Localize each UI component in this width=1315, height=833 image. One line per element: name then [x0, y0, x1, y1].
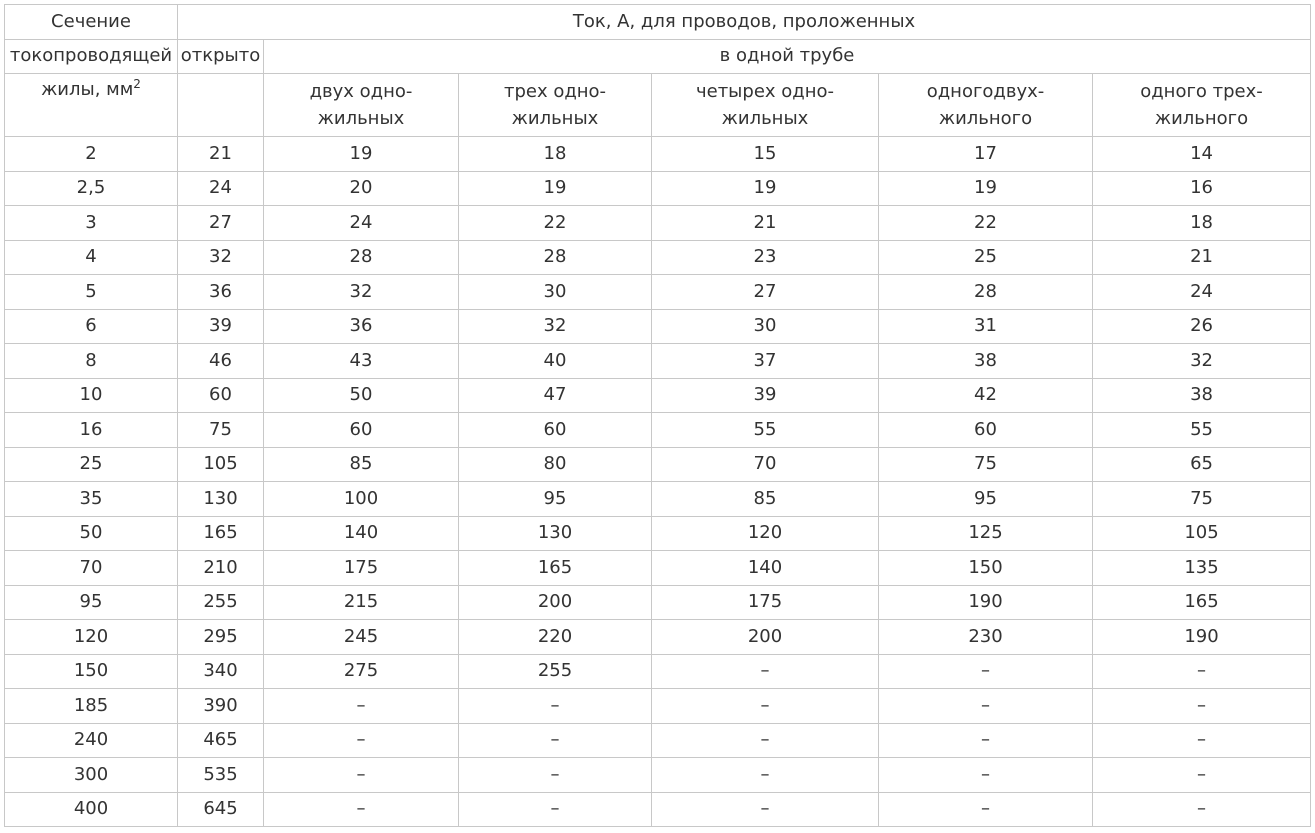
cell-open: 255 — [178, 585, 264, 620]
cell-one-three: 18 — [1093, 206, 1311, 241]
cell-section: 400 — [5, 792, 178, 827]
current-rating-table — [4, 4, 1311, 827]
cell-section: 2,5 — [5, 171, 178, 206]
cell-one-three: 105 — [1093, 516, 1311, 551]
cell-three-single: 80 — [459, 447, 652, 482]
cell-two-single: 175 — [264, 551, 459, 586]
cell-three-single: – — [459, 792, 652, 827]
cell-two-single: 20 — [264, 171, 459, 206]
cell-one-three: 24 — [1093, 275, 1311, 310]
table-row — [5, 620, 1311, 655]
header-current-title: Ток, А, для проводов, проложенных — [178, 5, 1311, 40]
header-open-empty — [178, 74, 264, 137]
header-sub-4-l1: одного трех- — [1140, 81, 1263, 102]
header-sub-one-two — [879, 74, 1093, 137]
cell-three-single: 165 — [459, 551, 652, 586]
cell-one-two: 17 — [879, 137, 1093, 172]
cell-two-single: 19 — [264, 137, 459, 172]
cell-one-three: – — [1093, 758, 1311, 793]
cell-one-three: – — [1093, 654, 1311, 689]
cell-three-single: 22 — [459, 206, 652, 241]
header-sub-2-l1: четырех одно- — [695, 81, 834, 102]
header-sub-one-three — [1093, 74, 1311, 137]
table-row — [5, 447, 1311, 482]
cell-open: 340 — [178, 654, 264, 689]
header-sub-1-l2: жильных — [511, 108, 599, 129]
cell-one-three: 75 — [1093, 482, 1311, 517]
header-section-line3-text: жилы, мм — [41, 79, 134, 100]
cell-section: 25 — [5, 447, 178, 482]
cell-one-two: 60 — [879, 413, 1093, 448]
cell-two-single: 140 — [264, 516, 459, 551]
cell-section: 8 — [5, 344, 178, 379]
table-row — [5, 344, 1311, 379]
cell-section: 95 — [5, 585, 178, 620]
cell-two-single: 215 — [264, 585, 459, 620]
header-sub-0-l2: жильных — [317, 108, 405, 129]
cell-section: 5 — [5, 275, 178, 310]
cell-four-single: 39 — [652, 378, 879, 413]
cell-four-single: 37 — [652, 344, 879, 379]
header-sub-three-single — [459, 74, 652, 137]
table-row — [5, 654, 1311, 689]
cell-two-single: 60 — [264, 413, 459, 448]
cell-one-two: 230 — [879, 620, 1093, 655]
cell-four-single: 120 — [652, 516, 879, 551]
cell-one-three: 165 — [1093, 585, 1311, 620]
header-section-line3 — [5, 74, 178, 137]
cell-open: 36 — [178, 275, 264, 310]
cell-three-single: – — [459, 689, 652, 724]
cell-one-three: 38 — [1093, 378, 1311, 413]
cell-one-two: 75 — [879, 447, 1093, 482]
cell-three-single: 47 — [459, 378, 652, 413]
cell-one-two: – — [879, 654, 1093, 689]
cell-section: 10 — [5, 378, 178, 413]
table-row — [5, 516, 1311, 551]
cell-two-single: 43 — [264, 344, 459, 379]
cell-section: 4 — [5, 240, 178, 275]
table-row — [5, 482, 1311, 517]
cell-four-single: 30 — [652, 309, 879, 344]
cell-section: 6 — [5, 309, 178, 344]
cell-three-single: 200 — [459, 585, 652, 620]
cell-one-two: 22 — [879, 206, 1093, 241]
header-row-2 — [5, 39, 1311, 74]
cell-one-three: 65 — [1093, 447, 1311, 482]
cell-open: 60 — [178, 378, 264, 413]
header-sub-3-l2: жильного — [938, 108, 1033, 129]
table-row — [5, 137, 1311, 172]
cell-two-single: – — [264, 792, 459, 827]
header-sub-4-l2: жильного — [1154, 108, 1249, 129]
cell-open: 165 — [178, 516, 264, 551]
cell-one-two: 190 — [879, 585, 1093, 620]
table-row — [5, 275, 1311, 310]
cell-section: 35 — [5, 482, 178, 517]
table-row — [5, 792, 1311, 827]
cell-four-single: 85 — [652, 482, 879, 517]
cell-section: 185 — [5, 689, 178, 724]
cell-open: 21 — [178, 137, 264, 172]
cell-section: 240 — [5, 723, 178, 758]
table-row — [5, 758, 1311, 793]
cell-two-single: 85 — [264, 447, 459, 482]
cell-three-single: 28 — [459, 240, 652, 275]
header-section-sup: 2 — [133, 77, 141, 91]
table-row — [5, 171, 1311, 206]
cell-open: 27 — [178, 206, 264, 241]
cell-two-single: – — [264, 689, 459, 724]
cell-three-single: – — [459, 758, 652, 793]
header-row-1 — [5, 5, 1311, 40]
cell-one-three: 26 — [1093, 309, 1311, 344]
cell-two-single: 50 — [264, 378, 459, 413]
cell-four-single: 27 — [652, 275, 879, 310]
cell-one-two: 28 — [879, 275, 1093, 310]
cell-one-two: 150 — [879, 551, 1093, 586]
cell-four-single: 55 — [652, 413, 879, 448]
cell-section: 300 — [5, 758, 178, 793]
cell-four-single: – — [652, 792, 879, 827]
cell-open: 535 — [178, 758, 264, 793]
cell-three-single: 30 — [459, 275, 652, 310]
header-sub-2-l2: жильных — [721, 108, 809, 129]
cell-open: 75 — [178, 413, 264, 448]
cell-three-single: 19 — [459, 171, 652, 206]
cell-section: 16 — [5, 413, 178, 448]
cell-one-two: 125 — [879, 516, 1093, 551]
cell-section: 3 — [5, 206, 178, 241]
cell-open: 24 — [178, 171, 264, 206]
cell-section: 150 — [5, 654, 178, 689]
cell-open: 210 — [178, 551, 264, 586]
cell-one-two: 25 — [879, 240, 1093, 275]
table-row — [5, 309, 1311, 344]
cell-one-three: – — [1093, 689, 1311, 724]
cell-one-three: 14 — [1093, 137, 1311, 172]
cell-four-single: 175 — [652, 585, 879, 620]
cell-three-single: 60 — [459, 413, 652, 448]
cell-three-single: 220 — [459, 620, 652, 655]
cell-four-single: 23 — [652, 240, 879, 275]
cell-one-three: 16 — [1093, 171, 1311, 206]
header-sub-0-l1: двух одно- — [309, 81, 413, 102]
cell-four-single: 200 — [652, 620, 879, 655]
cell-three-single: 95 — [459, 482, 652, 517]
cell-section: 70 — [5, 551, 178, 586]
cell-four-single: – — [652, 723, 879, 758]
cell-four-single: 15 — [652, 137, 879, 172]
cell-two-single: 28 — [264, 240, 459, 275]
header-sub-two-single — [264, 74, 459, 137]
table-row — [5, 551, 1311, 586]
table-row — [5, 206, 1311, 241]
cell-two-single: 100 — [264, 482, 459, 517]
table-container — [4, 4, 1311, 827]
header-sub-1-l1: трех одно- — [503, 81, 607, 102]
cell-one-two: – — [879, 758, 1093, 793]
cell-open: 130 — [178, 482, 264, 517]
cell-one-three: 32 — [1093, 344, 1311, 379]
header-open: открыто — [178, 39, 264, 74]
cell-three-single: 18 — [459, 137, 652, 172]
cell-section: 50 — [5, 516, 178, 551]
cell-one-two: – — [879, 723, 1093, 758]
cell-open: 295 — [178, 620, 264, 655]
header-section-line2: токопроводящей — [5, 39, 178, 74]
cell-three-single: 40 — [459, 344, 652, 379]
cell-one-three: 21 — [1093, 240, 1311, 275]
header-section-line1: Сечение — [5, 5, 178, 40]
cell-one-two: 38 — [879, 344, 1093, 379]
cell-four-single: 19 — [652, 171, 879, 206]
cell-four-single: – — [652, 654, 879, 689]
table-row — [5, 689, 1311, 724]
cell-open: 105 — [178, 447, 264, 482]
cell-open: 46 — [178, 344, 264, 379]
cell-open: 39 — [178, 309, 264, 344]
cell-one-two: 19 — [879, 171, 1093, 206]
cell-four-single: – — [652, 758, 879, 793]
cell-two-single: 24 — [264, 206, 459, 241]
cell-one-two: 31 — [879, 309, 1093, 344]
table-row — [5, 723, 1311, 758]
cell-three-single: – — [459, 723, 652, 758]
cell-four-single: 70 — [652, 447, 879, 482]
cell-one-three: – — [1093, 792, 1311, 827]
cell-two-single: 275 — [264, 654, 459, 689]
cell-two-single: – — [264, 723, 459, 758]
cell-two-single: 32 — [264, 275, 459, 310]
cell-two-single: 36 — [264, 309, 459, 344]
cell-four-single: 140 — [652, 551, 879, 586]
cell-one-two: – — [879, 689, 1093, 724]
cell-three-single: 130 — [459, 516, 652, 551]
cell-three-single: 255 — [459, 654, 652, 689]
cell-one-two: – — [879, 792, 1093, 827]
cell-one-three: 55 — [1093, 413, 1311, 448]
cell-one-three: 190 — [1093, 620, 1311, 655]
header-sub-four-single — [652, 74, 879, 137]
cell-two-single: – — [264, 758, 459, 793]
cell-four-single: 21 — [652, 206, 879, 241]
cell-section: 2 — [5, 137, 178, 172]
cell-open: 390 — [178, 689, 264, 724]
cell-open: 32 — [178, 240, 264, 275]
header-sub-3-l1: одногодвух- — [926, 81, 1045, 102]
cell-three-single: 32 — [459, 309, 652, 344]
cell-open: 465 — [178, 723, 264, 758]
header-in-pipe: в одной трубе — [264, 39, 1311, 74]
table-row — [5, 585, 1311, 620]
cell-one-two: 95 — [879, 482, 1093, 517]
cell-two-single: 245 — [264, 620, 459, 655]
cell-open: 645 — [178, 792, 264, 827]
cell-one-two: 42 — [879, 378, 1093, 413]
table-row — [5, 413, 1311, 448]
cell-one-three: 135 — [1093, 551, 1311, 586]
table-row — [5, 240, 1311, 275]
cell-section: 120 — [5, 620, 178, 655]
cell-one-three: – — [1093, 723, 1311, 758]
table-row — [5, 378, 1311, 413]
header-row-3 — [5, 74, 1311, 137]
cell-four-single: – — [652, 689, 879, 724]
